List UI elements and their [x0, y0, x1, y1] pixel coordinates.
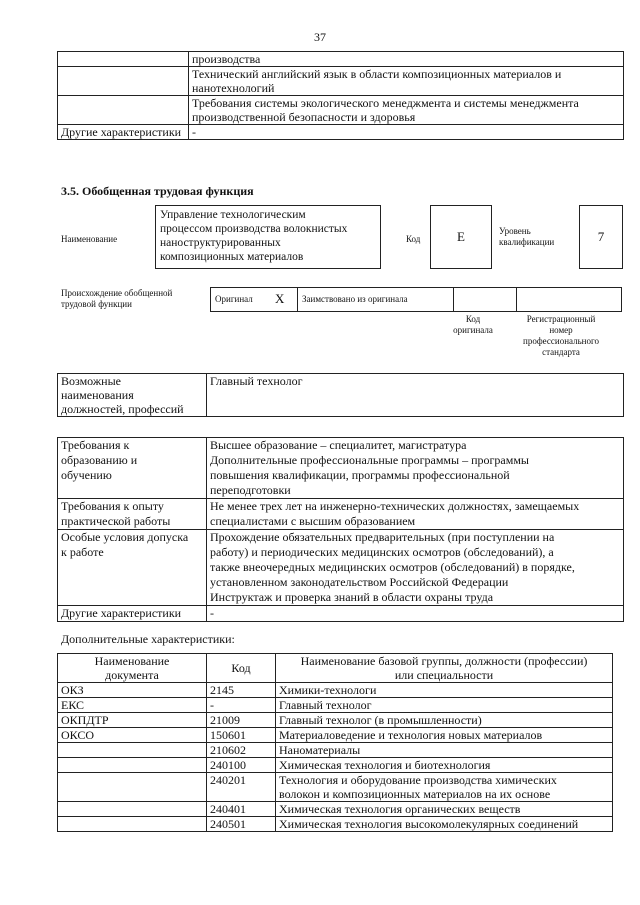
row-value: -: [189, 125, 624, 140]
table-row: [58, 698, 613, 713]
cell-name: Материаловедение и технология новых материалов: [276, 728, 613, 743]
cell-doc: ОКПДТР: [58, 713, 207, 728]
text-line: номер: [549, 325, 573, 335]
cell-code: 210602: [207, 743, 276, 758]
text-line: оригинала: [453, 325, 493, 335]
row-value: [207, 438, 624, 499]
cell-doc: ОКСО: [58, 728, 207, 743]
table-header-row: [58, 654, 613, 683]
text-line: Требования к: [61, 438, 130, 452]
text-line: стандарта: [542, 347, 580, 357]
text-line: или специальности: [394, 668, 494, 682]
requirements-table: [57, 437, 624, 622]
code-label: Код: [406, 234, 421, 244]
table-row: [58, 96, 624, 125]
text-line: композиционных материалов: [160, 251, 304, 263]
text-line: также внеочередных медицинских осмотров (обследований) в порядке,: [210, 560, 575, 574]
cell-name: Химическая технология высокомолекулярных соединений: [276, 817, 613, 832]
borrowed-cell: [297, 287, 454, 312]
text-line: процессом производства волокнистых: [160, 223, 348, 235]
row-label: Другие характеристики: [58, 125, 189, 140]
header-code: Код: [207, 654, 276, 683]
table-row: [58, 817, 613, 832]
cell-code: 240501: [207, 817, 276, 832]
text-line: практической работы: [61, 514, 171, 528]
table-row: [58, 728, 613, 743]
cell-doc: [58, 817, 207, 832]
table-row: [58, 125, 624, 140]
text-line: обучению: [61, 468, 112, 482]
text-line: Прохождение обязательных предварительных (при поступлении на: [210, 530, 555, 544]
cell-doc: [58, 743, 207, 758]
table-row: [58, 743, 613, 758]
section-title: 3.5. Обобщенная трудовая функция: [61, 184, 254, 198]
text-line: установленном законодательством Российской Федерации: [210, 575, 509, 589]
text-line: Высшее образование – специалитет, магистратура: [210, 438, 467, 452]
row-value: [189, 52, 624, 67]
code-original-cell: [453, 287, 517, 312]
cell-name: Химики-технологи: [276, 683, 613, 698]
table-row: [58, 438, 624, 499]
text-line: Технология и оборудование производства химических: [279, 773, 557, 787]
row-value: -: [207, 606, 624, 622]
text-line: специалистами с высшим образованием: [210, 514, 416, 528]
positions-table: [57, 373, 624, 417]
text-line: переподготовки: [210, 483, 291, 497]
original-mark: X: [275, 291, 285, 306]
row-value: [189, 67, 624, 96]
table-row: [58, 499, 624, 530]
text-line: документа: [105, 668, 159, 682]
row-label: Другие характеристики: [58, 606, 207, 622]
row-label: [58, 499, 207, 530]
text-line: волокон и композиционных материалов на их основе: [279, 787, 551, 801]
cell-code: 21009: [207, 713, 276, 728]
cell-code: 2145: [207, 683, 276, 698]
text-line: образованию и: [61, 453, 138, 467]
page-number: 37: [314, 30, 326, 44]
header-doc: [58, 654, 207, 683]
level-label: [499, 226, 554, 248]
table-row: [58, 52, 624, 67]
extra-table: [57, 653, 613, 832]
table-row: [58, 713, 613, 728]
name-label: Наименование: [61, 234, 118, 244]
cell-doc: ЕКС: [58, 698, 207, 713]
row-label: [58, 67, 189, 96]
cell-doc: [58, 758, 207, 773]
table-row: [58, 606, 624, 622]
table-row: [58, 530, 624, 606]
text-line: Происхождение обобщенной: [61, 288, 173, 298]
text-line: Дополнительные профессиональные программы – программы: [210, 453, 529, 467]
row-label: [58, 52, 189, 67]
origin-label: [61, 288, 172, 310]
cell-name: Главный технолог (в промышленности): [276, 713, 613, 728]
text-line: квалификации: [499, 237, 555, 247]
text-line: производственной безопасности и здоровья: [192, 110, 416, 124]
cell-name: Химическая технология органических веществ: [276, 802, 613, 817]
table-row: [58, 758, 613, 773]
extra-title: Дополнительные характеристики:: [61, 632, 235, 646]
origin-row: [210, 287, 622, 312]
cell-name: Главный технолог: [276, 698, 613, 713]
top-table: [57, 51, 624, 140]
cell-code: 240401: [207, 802, 276, 817]
cell-code: -: [207, 698, 276, 713]
table-row: [58, 67, 624, 96]
text-line: повышения квалификации, программы профессиональной: [210, 468, 510, 482]
text-line: Управление технологическим: [160, 209, 306, 221]
text-line: Требования системы экологического менеджмента и системы менеджмента: [192, 96, 579, 110]
text-line: Регистрационный: [526, 314, 596, 324]
cell-doc: [58, 773, 207, 802]
text-line: Наименование: [94, 654, 170, 668]
text-line: производства: [192, 52, 261, 66]
row-value: Главный технолог: [207, 374, 624, 417]
reg-number-caption: [508, 314, 614, 358]
text-line: должностей, профессий: [61, 402, 184, 416]
row-value: [207, 530, 624, 606]
row-value: [207, 499, 624, 530]
row-label: [58, 530, 207, 606]
text-line: Инструктаж и проверка знаний в области охраны труда: [210, 590, 494, 604]
row-label: [58, 438, 207, 499]
text-line: наноструктурированных: [160, 237, 281, 249]
table-row: [58, 773, 613, 802]
table-row: [58, 802, 613, 817]
text-line: Возможные: [61, 374, 121, 388]
cell-code: 240201: [207, 773, 276, 802]
text-line: нанотехнологий: [192, 81, 275, 95]
function-name-box: [155, 205, 381, 269]
text-line: трудовой функции: [61, 299, 132, 309]
text-line: работу) и периодических медицинских осмотров (обследований), а: [210, 545, 554, 559]
text-line: Код: [465, 314, 481, 324]
text-line: профессионального: [523, 336, 599, 346]
cell-code: 150601: [207, 728, 276, 743]
text-line: наименования: [61, 388, 134, 402]
reg-number-cell: [516, 287, 622, 312]
cell-name: Химическая технология и биотехнология: [276, 758, 613, 773]
code-original-caption: [441, 314, 505, 336]
text-line: Не менее трех лет на инженерно-технических должностях, замещаемых: [210, 499, 580, 513]
level-value: 7: [579, 205, 623, 269]
table-row: [58, 374, 624, 417]
cell-doc: ОКЗ: [58, 683, 207, 698]
text-line: к работе: [61, 545, 104, 559]
text-line: Технический английский язык в области композиционных материалов и: [192, 67, 562, 81]
text-line: Уровень: [499, 226, 531, 236]
text-line: Особые условия допуска: [61, 530, 189, 544]
code-value: E: [430, 205, 492, 269]
text-line: Требования к опыту: [61, 499, 164, 513]
borrowed-label: Заимствовано из оригинала: [302, 294, 408, 304]
header-name: [276, 654, 613, 683]
cell-name: [276, 773, 613, 802]
cell-name: Наноматериалы: [276, 743, 613, 758]
row-label: [58, 96, 189, 125]
row-label: [58, 374, 207, 417]
cell-doc: [58, 802, 207, 817]
original-label: Оригинал: [215, 294, 253, 304]
table-row: [58, 683, 613, 698]
row-value: [189, 96, 624, 125]
text-line: Наименование базовой группы, должности (профессии): [300, 654, 588, 668]
cell-code: 240100: [207, 758, 276, 773]
original-cell: [210, 287, 298, 312]
